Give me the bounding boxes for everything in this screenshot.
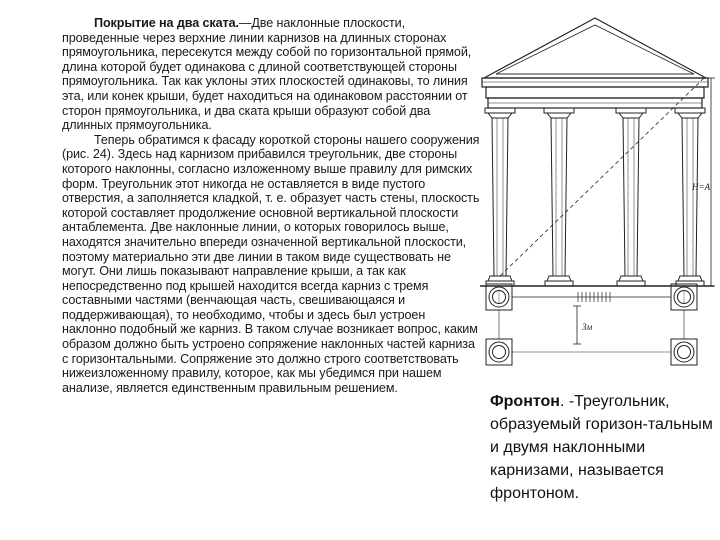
module-label: Зм (582, 322, 593, 332)
caption (490, 390, 718, 505)
height-label: H=A (692, 182, 711, 192)
paragraph-1-body: —Две наклонные плоскости, проведенные через верхние линии карнизов на длинных сторонах прямоугольника, пересекутся между собой по горизонтальной прямой, длина которой будет одинакова с длиной соответствующей стороны прямоугольника. Так как уклоны этих плоскостей одинаковы, то линия эта, или конек крыши, будет находиться на одинаковом расстоянии от сторон прямоугольника, и два ската крыши образуют собой два длинных прямоугольника. (62, 16, 472, 133)
pediment-outline (484, 18, 706, 78)
paragraph-2: Теперь обратимся к фасаду короткой стороны нашего сооружения (рис. 24). Здесь над карнизом прибавился треугольник, две стороны которого наклонны, согласно изложенному выше правилу для римских форм. Треугольник этот никогда не оставляется в виде пустого отверстия, а заполняется кладкой, т. е. образует часть стены, плоскость которой составляет продолжение основной вертикальной плоскости антаблемента. Две наклонные линии, о которых говорилось выше, находятся значительно впереди означенной вертикальной плоскости, поэтому материально эти две линии в таком виде существовать не могут. Они лишь показывают направление крыши, а так как непосредственно под крышей находится всегда карниз с тремя составными частями (венчающая часть, свешивающаяся и поддерживающая), то необходимо, чтобы и здесь был устроен наклонно подобный же карниз. В таком случае возникает вопрос, каким образом должно быть устроено сопряжение наклонных частей карниза с горизонтальными. Сопряжение это должно строго соответствовать нижеизложенному правилу, которое, как мы убедимся при нашем анализе, является единственным правильным решением. (62, 132, 480, 395)
caption-definition: . -Треугольник, образуемый горизон-тальным и двумя наклонными карнизами, называется фронтоном. (490, 393, 713, 502)
body-text (62, 16, 480, 395)
frieze (486, 87, 704, 98)
plan-row-2 (486, 310, 697, 365)
paragraph-1-title: Покрытие на два ската. (94, 16, 239, 30)
portico-elevation-figure (478, 14, 716, 396)
paragraph-1 (62, 16, 480, 133)
cornice (482, 78, 708, 87)
module-marker (573, 306, 581, 344)
caption-term: Фронтон (490, 393, 560, 410)
pediment-inner (496, 25, 694, 74)
plan-row-1 (486, 284, 697, 310)
column-shafts (492, 118, 698, 276)
portico-drawing (478, 14, 716, 396)
